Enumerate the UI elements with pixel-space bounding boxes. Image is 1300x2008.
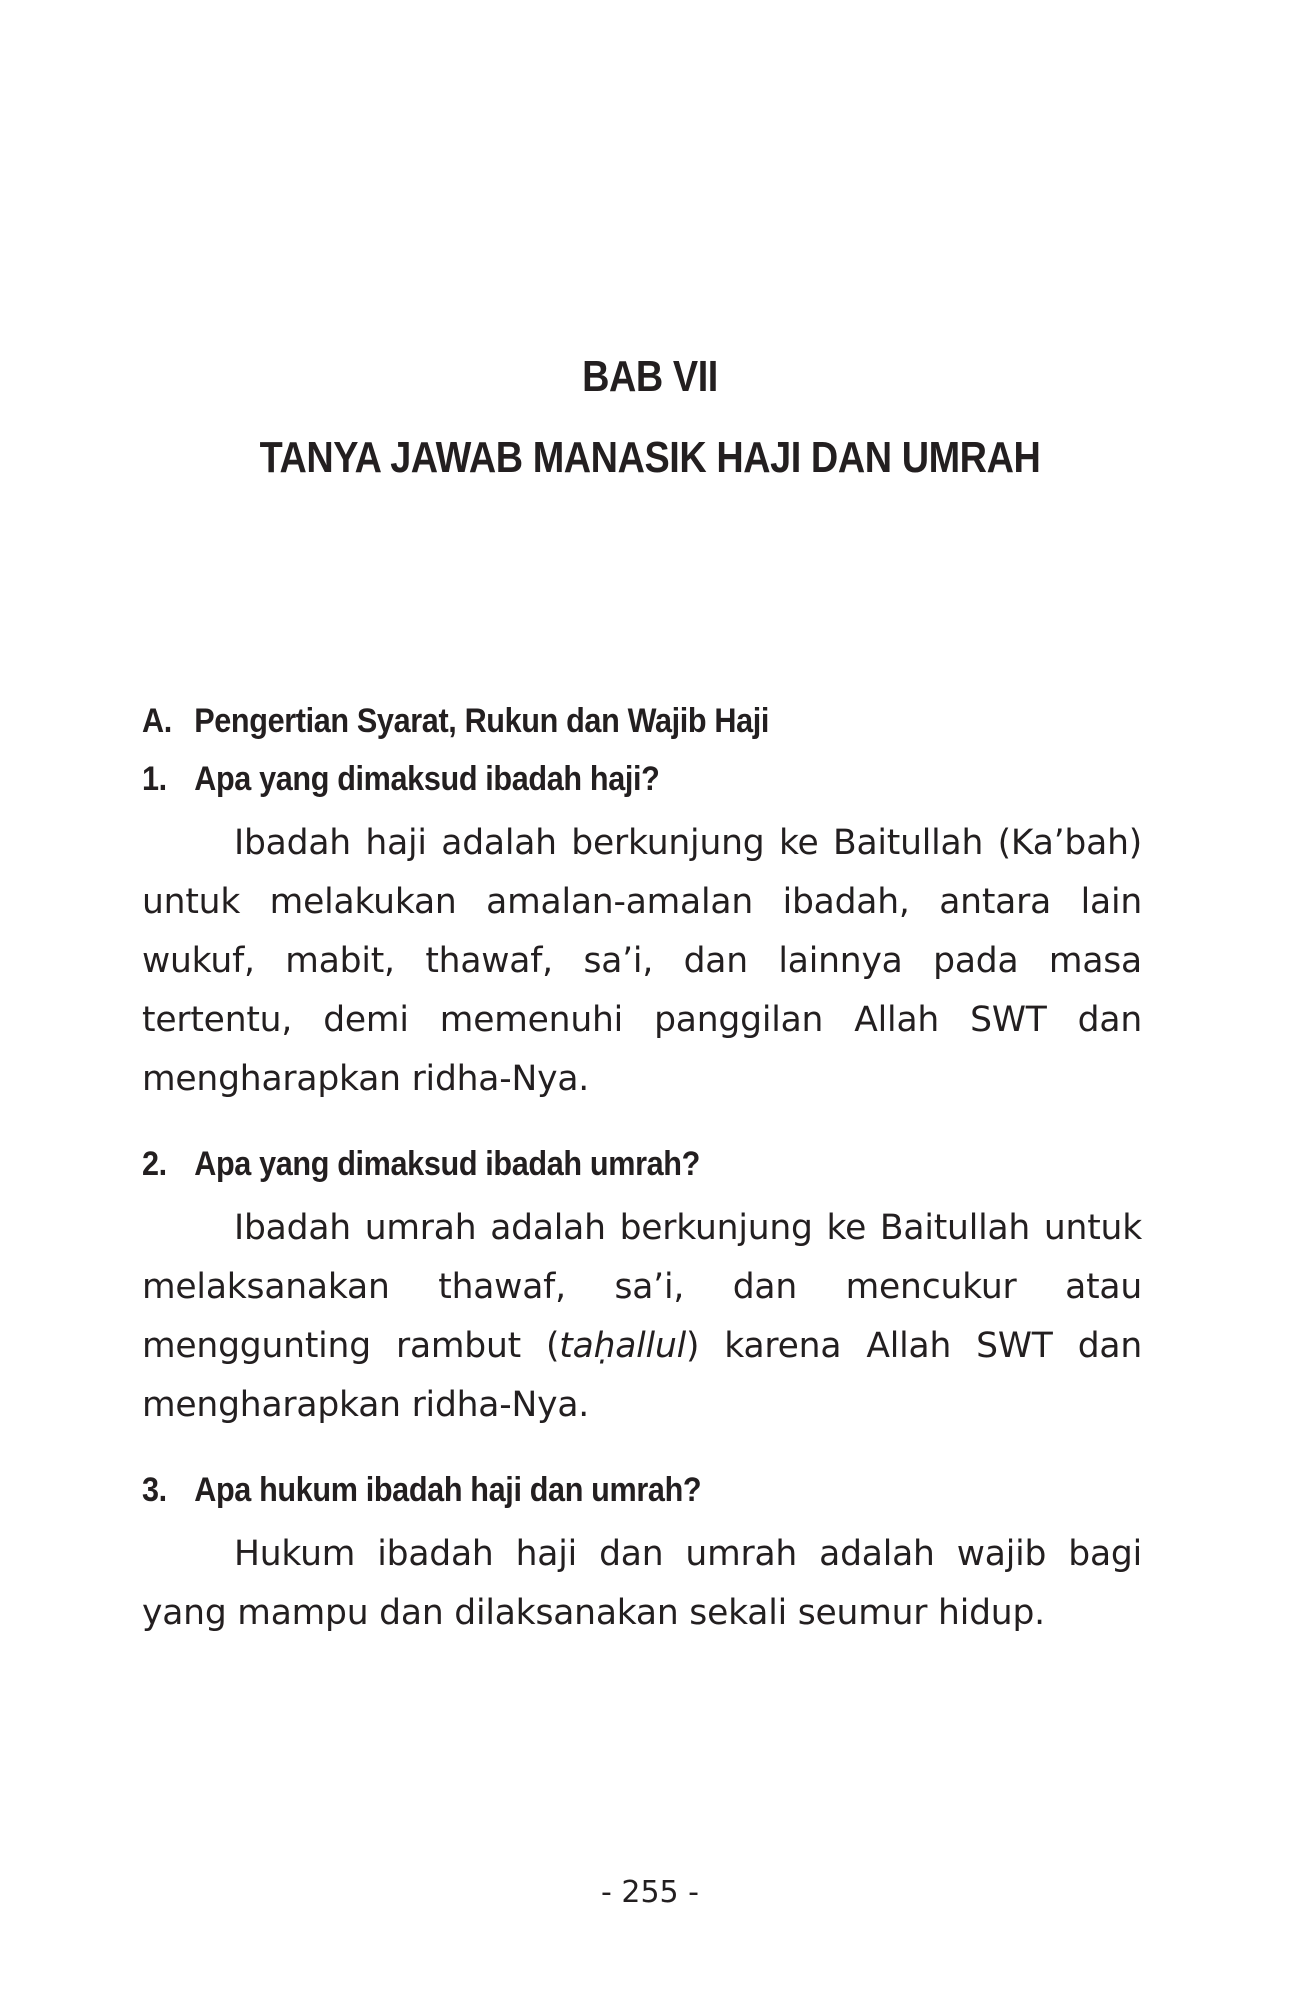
- answer-paragraph: [142, 1525, 1142, 1643]
- question-block-1: [142, 750, 1142, 1109]
- question-heading: [142, 750, 1042, 808]
- chapter-content: [142, 692, 1142, 1669]
- answer-text: Ibadah haji adalah berkunjung ke Baitullah (Ka’bah) untuk melakukan amalan-amalan ibadah, antara lain wukuf, mabit, thawaf, sa’i, dan lainnya pada masa tertentu, demi memenuhi panggilan Allah SWT dan mengharapkan ridha-Nya.: [142, 823, 1142, 1099]
- question-number: 1.: [142, 760, 167, 798]
- question-number: 3.: [142, 1471, 167, 1509]
- page-number: - 255 -: [601, 1875, 699, 1910]
- question-text: Apa yang dimaksud ibadah haji?: [194, 760, 660, 798]
- question-block-2: [142, 1135, 1142, 1435]
- question-number: 2.: [142, 1145, 167, 1183]
- answer-text-start: Ibadah umrah adalah berkunjung ke Baitullah untuk melaksanakan thawaf, sa’i, dan mencukur atau menggunting rambut (: [142, 1208, 1142, 1366]
- section-heading: [142, 692, 1042, 750]
- question-heading: [142, 1461, 1042, 1519]
- section-title: Pengertian Syarat, Rukun dan Wajib Haji: [194, 702, 770, 740]
- answer-italic-term: taḥallul: [559, 1326, 686, 1366]
- question-text: Apa hukum ibadah haji dan umrah?: [194, 1471, 702, 1509]
- section-marker: A.: [142, 702, 172, 740]
- answer-text-end: ) karena Allah SWT dan mengharapkan ridha-Nya.: [142, 1326, 1142, 1425]
- answer-text: Hukum ibadah haji dan umrah adalah wajib bagi yang mampu dan dilaksanakan sekali seumur hidup.: [142, 1534, 1142, 1633]
- chapter-number: BAB VII: [582, 352, 718, 401]
- question-block-3: [142, 1461, 1142, 1643]
- answer-paragraph: [142, 814, 1142, 1109]
- chapter-title: TANYA JAWAB MANASIK HAJI DAN UMRAH: [259, 433, 1041, 482]
- question-text: Apa yang dimaksud ibadah umrah?: [194, 1145, 700, 1183]
- answer-paragraph: [142, 1199, 1142, 1435]
- question-heading: [142, 1135, 1042, 1193]
